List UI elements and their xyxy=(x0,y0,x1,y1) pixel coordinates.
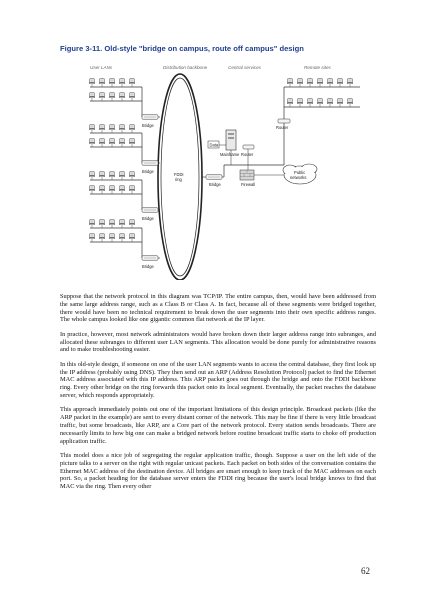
workstation-icon xyxy=(99,186,104,194)
workstation-icon xyxy=(129,139,134,147)
remote-router-icon xyxy=(278,119,290,123)
workstation-icon xyxy=(89,186,94,194)
remote-workstation-icon xyxy=(317,99,322,107)
heading-distribution-backbone: Distribution backbone xyxy=(163,65,208,70)
page-number: 62 xyxy=(361,566,370,576)
central-router-label: Router xyxy=(241,152,254,157)
workstation-icon xyxy=(109,220,114,228)
workstation-icon xyxy=(109,93,114,101)
workstation-icon xyxy=(109,79,114,87)
remote-workstation-icon xyxy=(317,79,322,87)
bridge-label-2: Bridge xyxy=(142,169,154,174)
remote-router-label: Router xyxy=(276,125,289,130)
remote-workstation-icon xyxy=(347,79,352,87)
user-lan-group xyxy=(89,172,142,210)
heading-central-services: Central services xyxy=(228,65,261,70)
user-lan-group xyxy=(89,125,142,163)
central-bridge xyxy=(201,175,224,187)
workstation-icon xyxy=(119,186,124,194)
bridge-label-central: Bridge xyxy=(209,182,221,187)
fddi-label-line1: FDDI xyxy=(174,172,184,177)
user-lan-group xyxy=(89,79,142,117)
workstation-icon xyxy=(119,139,124,147)
workstation-icon xyxy=(109,125,114,133)
figure-caption: Figure 3-11. Old-style "bridge on campus, route off campus" design xyxy=(60,44,304,53)
workstation-icon xyxy=(99,79,104,87)
bridge-label-3: Bridge xyxy=(142,216,154,221)
remote-workstation-icon xyxy=(327,99,332,107)
workstation-icon xyxy=(109,186,114,194)
central-router-icon xyxy=(241,145,254,165)
remote-workstation-icon xyxy=(307,99,312,107)
remote-workstation-icon xyxy=(287,79,292,87)
workstation-icon xyxy=(99,220,104,228)
data-storage-icon xyxy=(208,141,226,148)
workstation-icon xyxy=(129,93,134,101)
bridge-label-1: Bridge xyxy=(142,123,154,128)
fddi-label-line2: ring xyxy=(175,177,182,182)
remote-workstation-icon xyxy=(327,79,332,87)
workstation-icon xyxy=(89,93,94,101)
workstation-icon xyxy=(109,234,114,242)
remote-workstation-icon xyxy=(287,99,292,107)
public-networks-cloud-icon xyxy=(283,164,317,184)
workstation-icon xyxy=(119,93,124,101)
bridge-label-4: Bridge xyxy=(142,264,154,269)
firewall-icon xyxy=(240,165,286,187)
paragraph-2: In practice, however, most network administrators would have broken down their larger address range into subranges, and allocated these subranges to different user LAN segments. This allocation would be done purely for administrative reasons and to make troubleshooting easier. xyxy=(60,330,376,354)
workstation-icon xyxy=(119,172,124,180)
user-lan-group xyxy=(89,220,142,258)
workstation-icon xyxy=(89,234,94,242)
heading-user-lans: User LANs xyxy=(90,65,113,70)
workstation-icon xyxy=(129,125,134,133)
workstation-icon xyxy=(99,172,104,180)
network-diagram xyxy=(68,62,368,280)
workstation-icon xyxy=(119,234,124,242)
workstation-icon xyxy=(89,79,94,87)
remote-workstation-icon xyxy=(337,99,342,107)
workstation-icon xyxy=(89,220,94,228)
workstation-icon xyxy=(129,186,134,194)
remote-workstation-icon xyxy=(297,79,302,87)
workstation-icon xyxy=(119,79,124,87)
heading-remote-sites: Remote sites xyxy=(304,65,331,70)
workstation-icon xyxy=(129,172,134,180)
workstation-icon xyxy=(129,234,134,242)
remote-sites xyxy=(276,79,360,165)
remote-workstation-icon xyxy=(307,79,312,87)
remote-workstation-icon xyxy=(297,99,302,107)
workstation-icon xyxy=(99,234,104,242)
workstation-icon xyxy=(109,172,114,180)
mainframe-icon xyxy=(220,130,240,165)
workstation-icon xyxy=(119,125,124,133)
data-label: Data xyxy=(209,142,219,148)
public-label-line2: networks xyxy=(290,175,307,180)
paragraph-1: Suppose that the network protocol in this diagram was TCP/IP. The entire campus, then, would have been addressed from the same large address range, such as a Class B or Class A. In fact, because all of these segments were bridged together, there would have been no technical requirement to break down the user segments into their own specific address ranges. The whole campus looked like one gigantic common flat network at the IP layer. xyxy=(60,293,376,324)
remote-workstation-icon xyxy=(337,79,342,87)
workstation-icon xyxy=(119,220,124,228)
workstation-icon xyxy=(129,79,134,87)
paragraph-3: In this old-style design, if someone on one of the user LAN segments wants to access the central database, they first look up the IP address (probably using DNS). They then send out an ARP (Address Resolution Protocol) packet to find the Ethernet MAC address associated with this IP address. This ARP packet goes out through the bridge and onto the FDDI backbone ring. Every other bridge on the ring forwards this packet onto its local segment. Eventually, the packet reaches the database server, which responds appropriately. xyxy=(60,360,376,399)
body-text xyxy=(60,293,376,498)
ring-bridges xyxy=(142,115,160,269)
workstation-icon xyxy=(99,139,104,147)
paragraph-4: This approach immediately points out one of the important limitations of this design principle. Broadcast packets (like the ARP packet in the example) are sent to every distant corner of the network. This may be fine if there is very little broadcast traffic, but some broadcasts, like ARP, are a Core part of the network protocol. Every station sends broadcasts. There are necessarily limits to how big one can make a bridged network before routine broadcast traffic starts to choke off production application traffic. xyxy=(60,406,376,445)
workstation-icon xyxy=(89,125,94,133)
remote-workstation-icon xyxy=(347,99,352,107)
workstation-icon xyxy=(99,125,104,133)
workstation-icon xyxy=(109,139,114,147)
firewall-label: Firewall xyxy=(241,182,256,187)
workstation-icon xyxy=(89,172,94,180)
workstation-icon xyxy=(129,220,134,228)
workstation-icon xyxy=(99,93,104,101)
user-lan-segments xyxy=(89,79,142,258)
paragraph-5: This model does a nice job of segregating the regular application traffic, though. Suppose a user on the left side of the picture talks to a server on the right with regular unicast packets. Each packet on both sides of the conversation contains the Ethernet MAC address of the destination device. All bridges are smart enough to keep track of the MAC addresses on each port. So, a packet heading for the database server enters the FDDI ring because the user's local bridge knows to find that MAC via the ring. Then every other xyxy=(60,451,376,491)
public-label-line1: Public xyxy=(294,170,306,175)
workstation-icon xyxy=(89,139,94,147)
mainframe-label: Mainframe xyxy=(220,152,240,157)
